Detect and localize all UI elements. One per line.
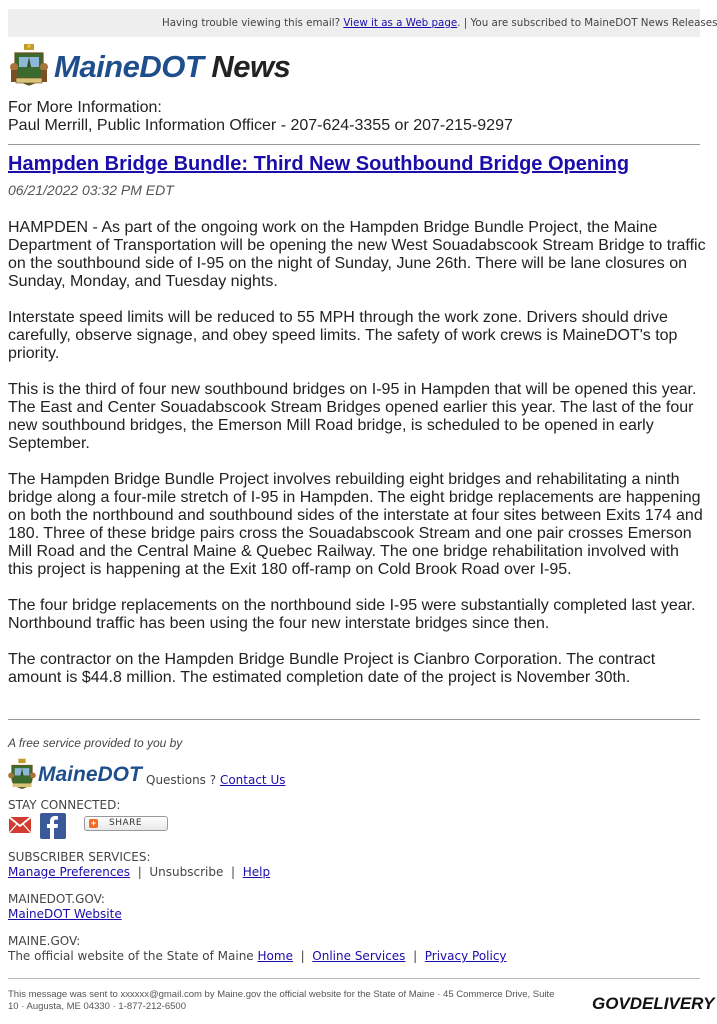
paragraph-line: HAMPDEN - As part of the ongoing work on the Hampden Bridge Bundle Project, the Maine (8, 219, 658, 236)
article-date: 06/21/2022 03:32 PM EDT (8, 182, 174, 198)
mainedot-gov-label: MAINEDOT.GOV: (8, 892, 105, 906)
paragraph-line: 180. Three of these bridge pairs cross the Souadabscook Stream and one pair crosses Emerson (8, 525, 692, 542)
subscriber-links (8, 865, 270, 879)
facebook-icon[interactable] (40, 813, 66, 839)
article-paragraph (8, 309, 708, 363)
paragraph-line: priority. (8, 345, 60, 362)
questions-line (146, 773, 285, 787)
divider (8, 144, 700, 145)
paragraph-line: Department of Transportation will be opening the new West Souadabscook Stream Bridge to traffic (8, 237, 706, 254)
article-paragraph (8, 381, 708, 453)
subscriber-services-label: SUBSCRIBER SERVICES: (8, 850, 151, 864)
article-paragraph (8, 597, 708, 633)
article-paragraph (8, 219, 708, 291)
paragraph-line: Sunday, Monday, and Tuesday nights. (8, 273, 278, 290)
maine-gov-links (8, 949, 507, 963)
govdelivery-logo[interactable]: GOVDELIVERY (592, 994, 715, 1013)
topbar-suffix: . | You are subscribed to MaineDOT News Releases (457, 17, 717, 29)
paragraph-line: on both the northbound and southbound sides of the interstate at four sites between Exits 174 and (8, 507, 703, 524)
topbar-prefix: Having trouble viewing this email? (162, 17, 341, 29)
paragraph-line: Northbound traffic has been using the four new interstate bridges since then. (8, 615, 550, 632)
divider (8, 978, 700, 979)
separator: | (300, 949, 305, 963)
paragraph-line: The Hampden Bridge Bundle Project involves rebuilding eight bridges and rehabilitating a ninth (8, 471, 680, 488)
brand-news: News (211, 49, 291, 84)
email-topbar (8, 9, 717, 37)
message-footer (8, 989, 588, 1012)
plus-icon: + (90, 818, 97, 828)
home-link[interactable]: Home (257, 949, 293, 963)
topbar-text (162, 17, 717, 29)
article-title-link[interactable]: Hampden Bridge Bundle: Third New Southbound Bridge Opening (8, 153, 630, 175)
online-services-link[interactable]: Online Services (312, 949, 406, 963)
maine-seal-icon (10, 43, 48, 87)
separator: | (231, 865, 236, 879)
questions-label: Questions ? (146, 773, 217, 787)
unsubscribe-text: Unsubscribe (149, 865, 224, 879)
help-link[interactable]: Help (242, 865, 271, 879)
email-icon[interactable] (8, 813, 32, 837)
message-line: 10 · Augusta, ME 04330 · 1-877-212-6500 (8, 1000, 186, 1012)
view-as-webpage-link[interactable]: View it as a Web page (343, 17, 458, 29)
divider (8, 719, 700, 720)
paragraph-line: Mill Road and the Central Maine & Quebec Railway. The one bridge rehabilitation involved with (8, 543, 679, 560)
maine-gov-label: MAINE.GOV: (8, 934, 81, 948)
message-line: This message was sent to xxxxxx@gmail.com by Maine.gov the official website for the State of Maine · 45 Commerce Drive, Suite (8, 989, 555, 1000)
contact-info (8, 99, 513, 135)
contact-us-link[interactable]: Contact Us (219, 773, 286, 787)
share-label: SHARE (109, 818, 143, 828)
paragraph-line: Interstate speed limits will be reduced to 55 MPH through the work zone. Drivers should drive (8, 309, 668, 326)
mainedot-website-link[interactable]: MaineDOT Website (8, 907, 122, 921)
paragraph-line: bridge along a four-mile stretch of I-95 in Hampden. The eight bridge replacements are happening (8, 489, 701, 506)
paragraph-line: this project is happening at the Exit 180 off-ramp on Cold Brook Road over I-95. (8, 561, 572, 578)
contact-heading: For More Information: (8, 99, 162, 116)
article-title (8, 153, 629, 176)
stay-connected-label: STAY CONNECTED: (8, 798, 121, 812)
separator: | (137, 865, 142, 879)
paragraph-line: amount is $44.8 million. The estimated completion date of the project is November 30th. (8, 669, 631, 686)
paragraph-line: The contractor on the Hampden Bridge Bundle Project is Cianbro Corporation. The contract (8, 651, 656, 668)
brand-mainedot: MaineDOT (54, 49, 204, 84)
brand-title (54, 49, 290, 85)
share-button[interactable] (84, 816, 168, 831)
contact-person: Paul Merrill, Public Information Officer - 207-624-3355 or 207-215-9297 (8, 117, 513, 134)
article-paragraph (8, 471, 708, 579)
separator: | (413, 949, 418, 963)
article-paragraph (8, 651, 708, 687)
mainedot-website-row (8, 907, 122, 921)
privacy-policy-link[interactable]: Privacy Policy (424, 949, 507, 963)
paragraph-line: new southbound bridges, the Emerson Mill Road bridge, is scheduled to be opened in early (8, 417, 654, 434)
paragraph-line: The East and Center Souadabscook Stream Bridges opened earlier this year. The last of the four (8, 399, 694, 416)
footer-brand: MaineDOT (38, 763, 142, 786)
official-site-text: The official website of the State of Maine (8, 949, 254, 963)
paragraph-line: This is the third of four new southbound bridges on I-95 in Hampden that will be opened this year. (8, 381, 697, 398)
paragraph-line: on the southbound side of I-95 on the night of Sunday, June 26th. There will be lane closures on (8, 255, 687, 272)
paragraph-line: September. (8, 435, 90, 452)
free-service-text: A free service provided to you by (8, 736, 183, 750)
manage-preferences-link[interactable]: Manage Preferences (8, 865, 131, 879)
paragraph-line: carefully, observe signage, and obey speed limits. The safety of work crews is MaineDOT's top (8, 327, 678, 344)
maine-seal-icon (8, 758, 36, 790)
paragraph-line: The four bridge replacements on the northbound side I-95 were substantially completed last year. (8, 597, 696, 614)
